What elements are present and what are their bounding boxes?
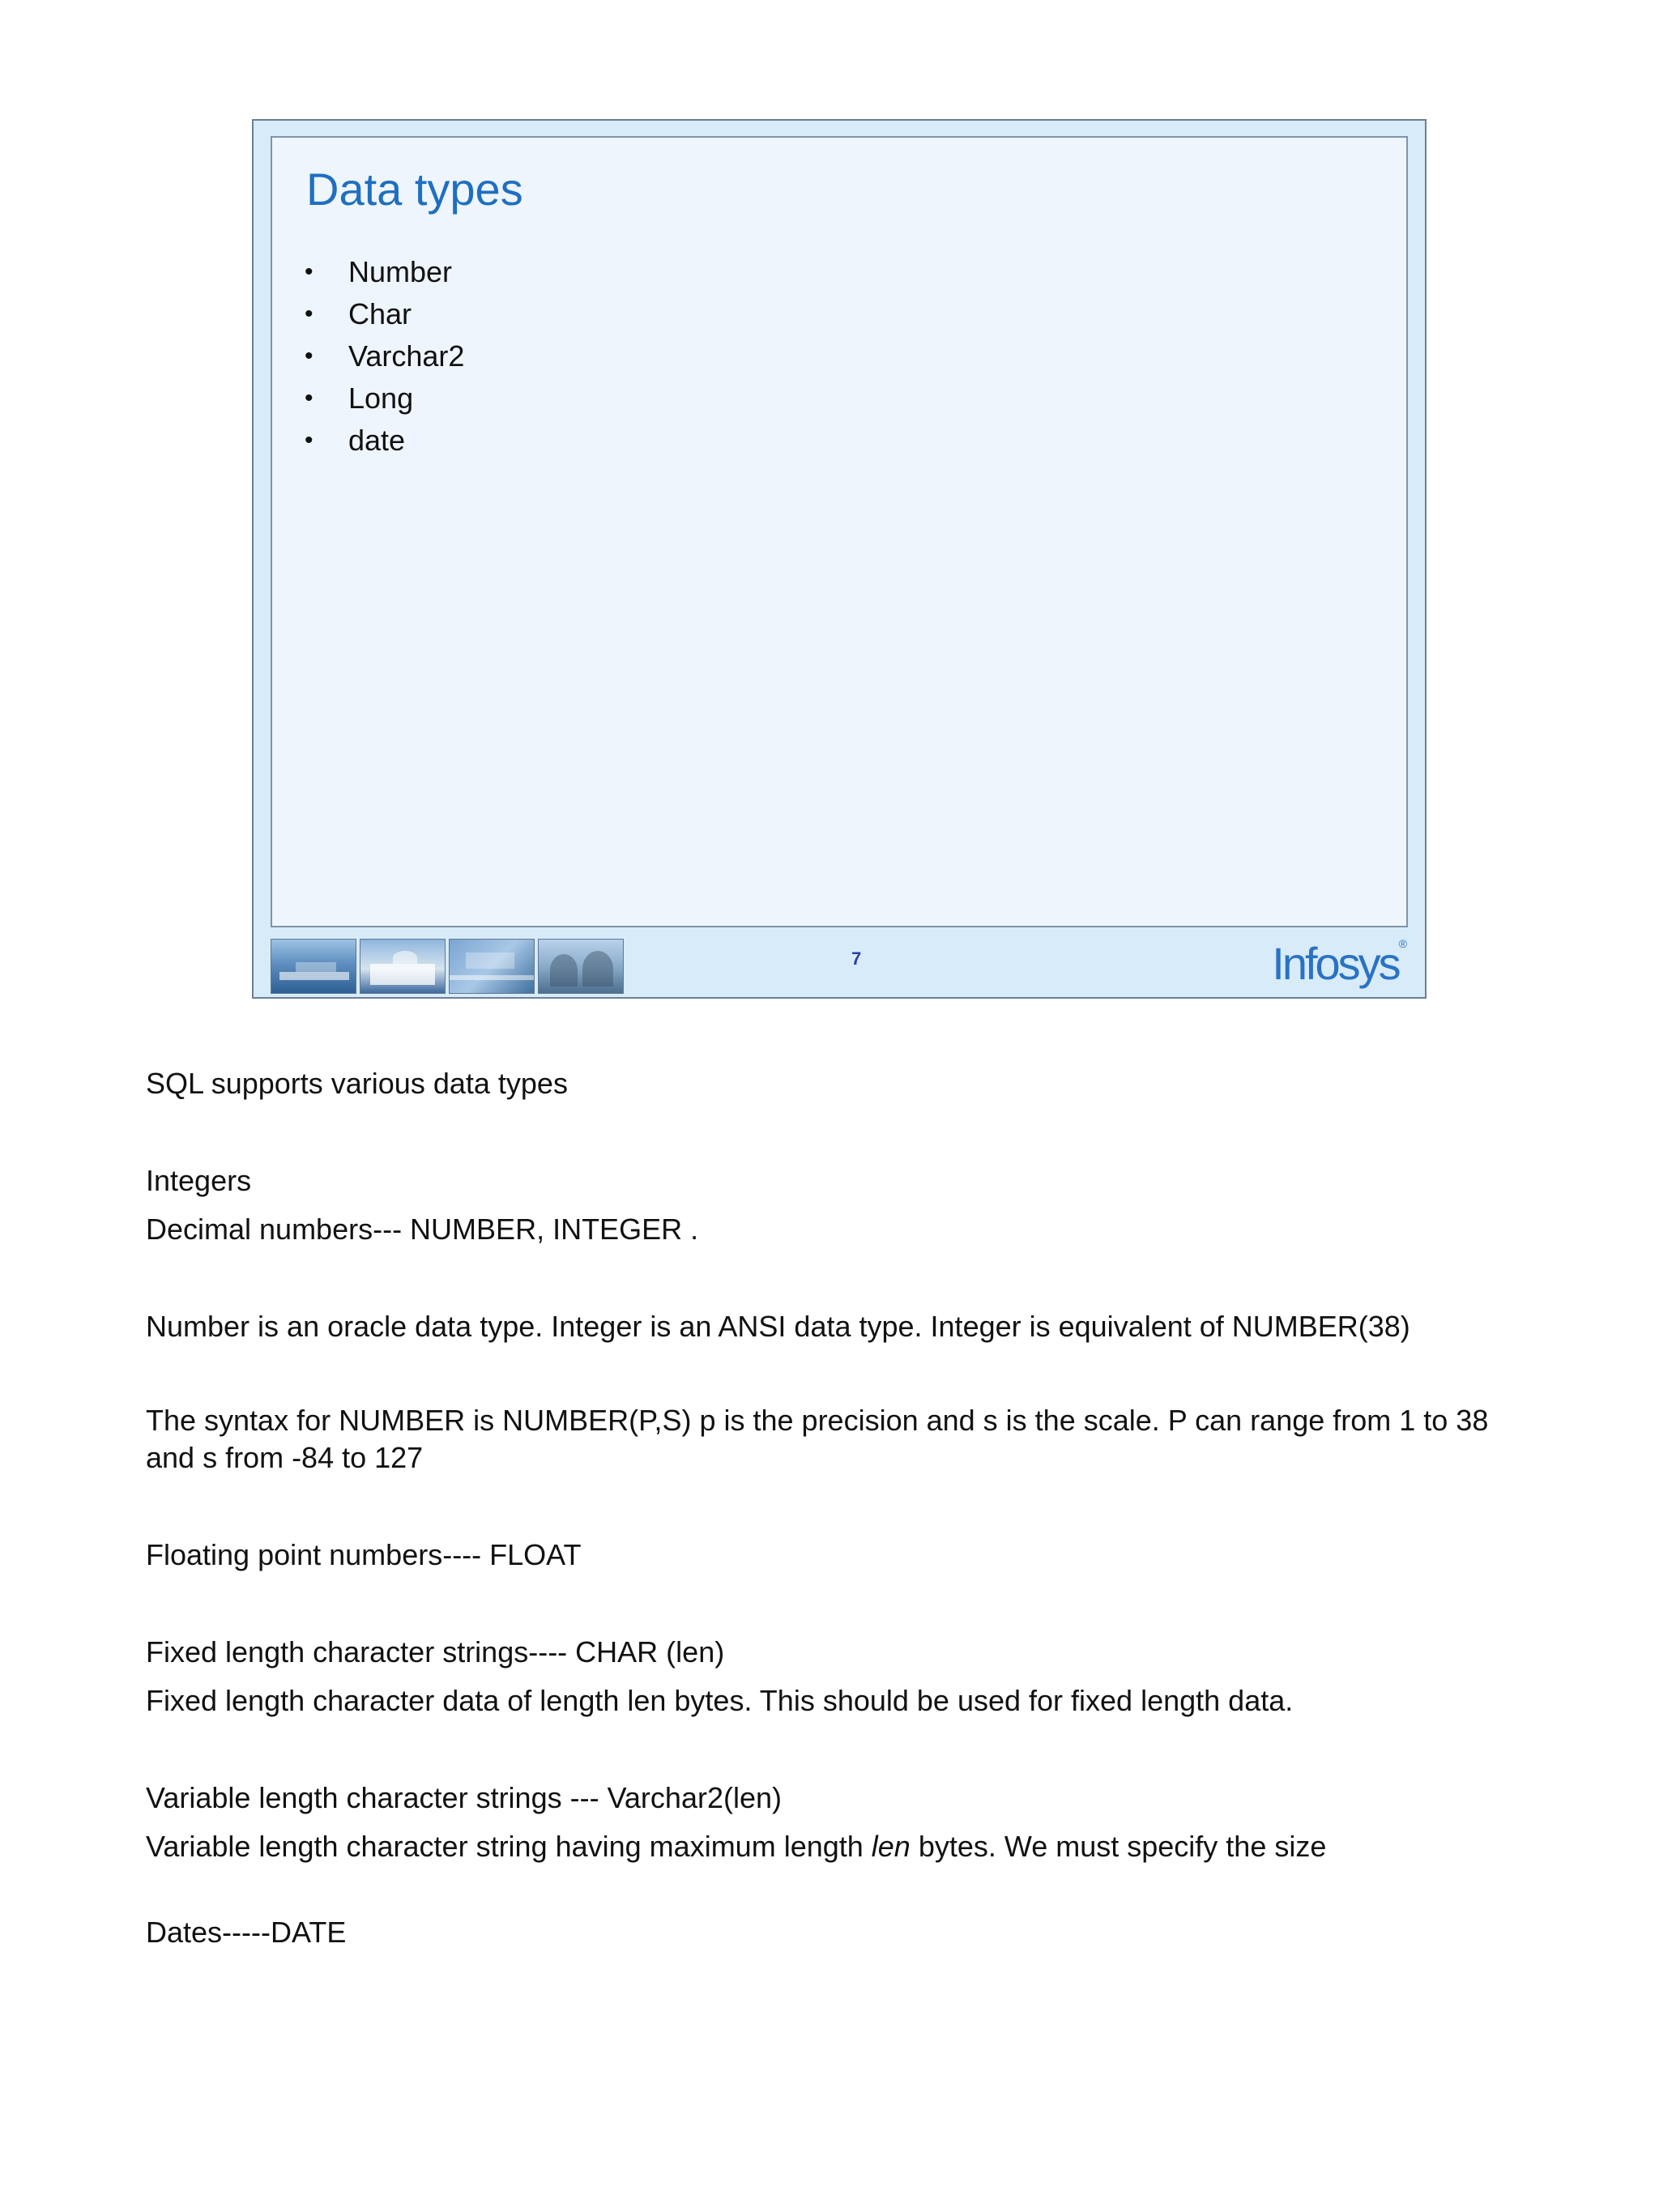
notes-number-description: Number is an oracle data type. Integer is an ANSI data type. Integer is equivalent of NUMBER(38) [146,1310,1410,1343]
bullet-icon: • [305,300,313,327]
varchar-desc-italic: len [871,1830,911,1863]
bullet-label: Char [348,297,412,330]
registered-mark: ® [1398,937,1407,950]
slide-footer [254,931,1425,997]
bullet-list [305,251,464,462]
notes-varchar-heading: Variable length character strings --- Varchar2(len) [146,1781,782,1814]
notes-dates: Dates-----DATE [146,1916,347,1949]
varchar-desc-text-end: bytes. We must specify the size [910,1830,1327,1863]
notes-intro: SQL supports various data types [146,1067,568,1100]
notes-varchar-description [146,1828,1539,1865]
slide-title: Data types [306,164,523,215]
notes-integers: Integers [146,1164,252,1197]
notes-decimal: Decimal numbers--- NUMBER, INTEGER . [146,1213,699,1246]
bullet-icon: • [305,427,313,454]
speaker-notes [146,1065,1539,1951]
bullet-label: date [348,424,406,457]
footer-photo-strip [271,939,624,994]
bullet-item [305,293,464,335]
campus-photo-thumbnail [360,939,446,994]
bullet-icon: • [305,385,313,411]
notes-char-description: Fixed length character data of length len bytes. This should be used for fixed length data. [146,1684,1294,1717]
bullet-item [305,420,464,462]
bullet-item [305,335,464,377]
building-photo-thumbnail [271,939,356,994]
logo-text: Infosys [1272,938,1399,989]
notes-char-heading: Fixed length character strings---- CHAR (len) [146,1635,725,1669]
notes-float: Floating point numbers---- FLOAT [146,1538,582,1571]
slide [252,119,1427,999]
bullet-item [305,251,464,293]
bullet-icon: • [305,343,313,369]
interior-photo-thumbnail [449,939,535,994]
bullet-item [305,377,464,420]
architecture-photo-thumbnail [538,939,624,994]
bullet-label: Varchar2 [348,339,465,373]
slide-content-area [271,136,1408,927]
varchar-desc-text: Variable length character string having maximum length [146,1830,872,1863]
infosys-logo [1272,937,1407,990]
bullet-label: Number [348,255,453,288]
bullet-icon: • [305,258,313,285]
page-number: 7 [851,948,862,969]
notes-number-syntax: The syntax for NUMBER is NUMBER(P,S) p is the precision and s is the scale. P can range from 1 to 38 and s from -84 to 127 [146,1404,1489,1474]
bullet-label: Long [348,381,414,415]
